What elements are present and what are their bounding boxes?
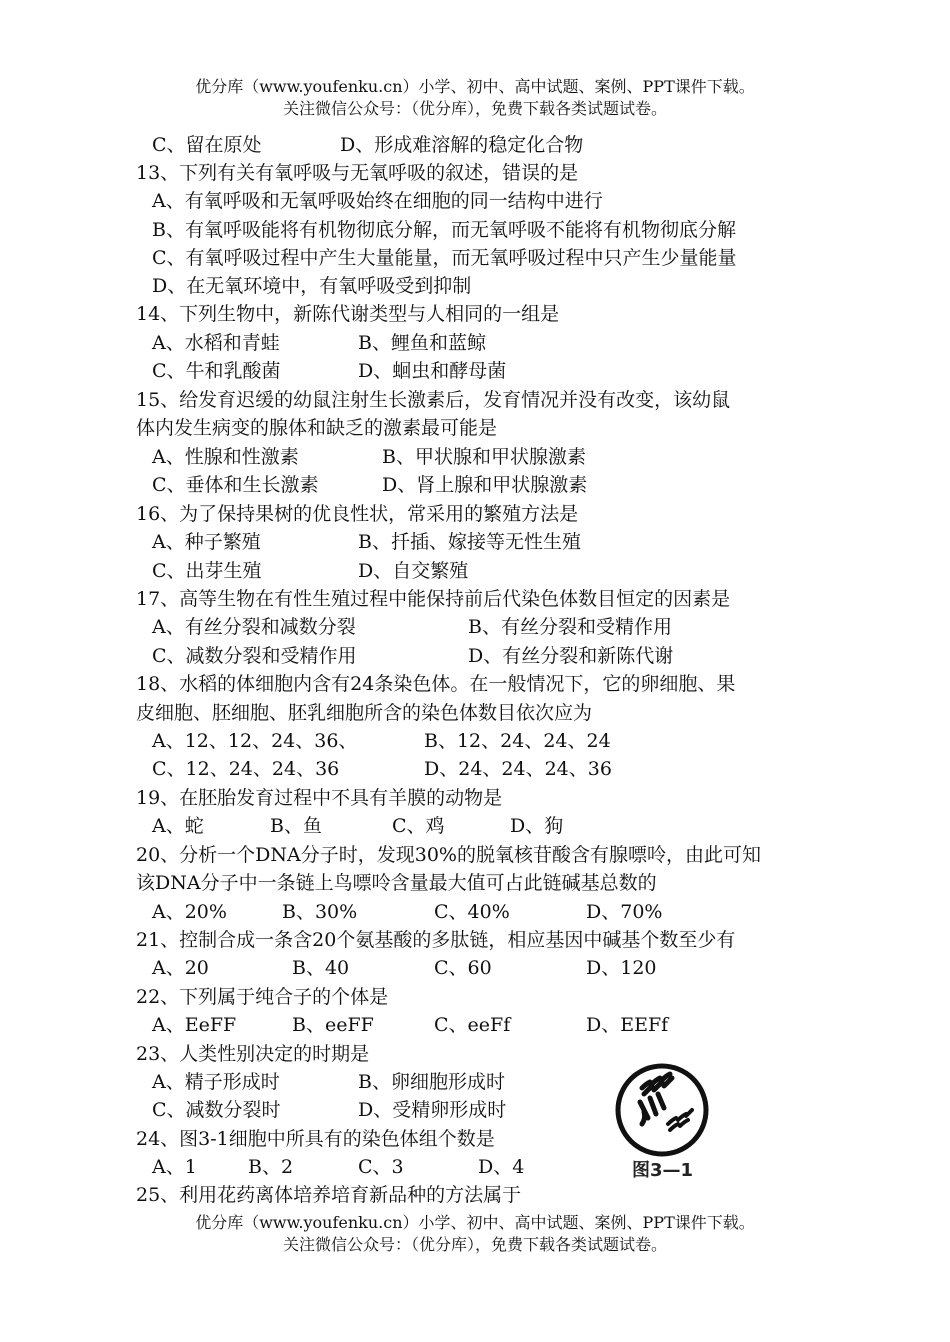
- page-footer: [0, 1212, 950, 1256]
- q17-option-d: D、有丝分裂和新陈代谢: [468, 645, 674, 667]
- q21-option-a: A、20: [152, 957, 209, 979]
- q24-stem: 24、图3-1细胞中所具有的染色体组个数是: [136, 1128, 495, 1150]
- figure-caption: 图3—1: [632, 1160, 694, 1181]
- q22-option-c: C、eeFf: [434, 1014, 511, 1036]
- q17-option-c: C、减数分裂和受精作用: [152, 645, 357, 667]
- q19-stem: 19、在胚胎发育过程中不具有羊膜的动物是: [136, 787, 503, 809]
- q18-stem-line-1: 18、水稻的体细胞内含有24条染色体。在一般情况下，它的卵细胞、果: [136, 673, 736, 695]
- q16-option-a: A、种子繁殖: [152, 531, 261, 553]
- q20-option-b: B、30%: [282, 901, 358, 923]
- q20-stem-line-1: 20、分析一个DNA分子时，发现30%的脱氧核苷酸含有腺嘌呤，由此可知: [136, 844, 761, 866]
- q20-option-a: A、20%: [152, 901, 227, 923]
- q24-option-a: A、1: [152, 1156, 197, 1178]
- q24-option-d: D、4: [478, 1156, 525, 1178]
- q23-option-b: B、卵细胞形成时: [358, 1071, 505, 1093]
- q19-option-b: B、鱼: [270, 815, 322, 837]
- q18-option-c: C、12、24、24、36: [152, 758, 340, 780]
- q23-option-c: C、减数分裂时: [152, 1099, 281, 1121]
- q16-option-b: B、扦插、嫁接等无性生殖: [358, 531, 581, 553]
- q19-option-c: C、鸡: [392, 815, 445, 837]
- cell-chromosome-icon: [612, 1062, 712, 1158]
- q16-stem: 16、为了保持果树的优良性状，常采用的繁殖方法是: [136, 503, 579, 525]
- q13-option-a: A、有氧呼吸和无氧呼吸始终在细胞的同一结构中进行: [152, 190, 603, 212]
- q13-option-c: C、有氧呼吸过程中产生大量能量，而无氧呼吸过程中只产生少量能量: [152, 247, 737, 269]
- q15-option-a: A、性腺和性激素: [152, 446, 299, 468]
- q23-option-d: D、受精卵形成时: [358, 1099, 507, 1121]
- q17-option-a: A、有丝分裂和减数分裂: [152, 616, 356, 638]
- q18-option-a: A、12、12、24、36、: [152, 730, 358, 752]
- q15-stem-line-1: 15、给发育迟缓的幼鼠注射生长激素后，发育情况并没有改变，该幼鼠: [136, 389, 731, 411]
- q23-option-a: A、精子形成时: [152, 1071, 280, 1093]
- q23-stem: 23、人类性别决定的时期是: [136, 1043, 370, 1065]
- q20-stem-line-2: 该DNA分子中一条链上鸟嘌呤含量最大值可占此链碱基总数的: [136, 872, 657, 894]
- q20-option-c: C、40%: [434, 901, 510, 923]
- footer-line-1: 优分库（www.youfenku.cn）小学、初中、高中试题、案例、PPT课件下载。: [195, 1213, 755, 1232]
- q22-stem: 22、下列属于纯合子的个体是: [136, 986, 389, 1008]
- q24-option-c: C、3: [358, 1156, 404, 1178]
- figure-3-1: [612, 1062, 712, 1182]
- q13-stem: 13、下列有关有氧呼吸与无氧呼吸的叙述，错误的是: [136, 162, 579, 184]
- q15-option-b: B、甲状腺和甲状腺激素: [382, 446, 586, 468]
- page-header: [0, 76, 950, 120]
- q18-option-d: D、24、24、24、36: [424, 758, 612, 780]
- header-line-2: 关注微信公众号：（优分库），免费下载各类试题试卷。: [282, 99, 667, 118]
- q21-option-b: B、40: [292, 957, 350, 979]
- footer-line-2: 关注微信公众号：（优分库），免费下载各类试题试卷。: [282, 1235, 667, 1254]
- q14-option-d: D、蛔虫和酵母菌: [358, 360, 507, 382]
- q14-stem: 14、下列生物中，新陈代谢类型与人相同的一组是: [136, 303, 560, 325]
- q21-option-d: D、120: [586, 957, 657, 979]
- q20-option-d: D、70%: [586, 901, 663, 923]
- q14-option-c: C、牛和乳酸菌: [152, 360, 281, 382]
- q16-option-c: C、出芽生殖: [152, 560, 262, 582]
- q24-option-b: B、2: [248, 1156, 294, 1178]
- q22-option-b: B、eeFF: [292, 1014, 374, 1036]
- q14-option-a: A、水稻和青蛙: [152, 332, 280, 354]
- q17-stem: 17、高等生物在有性生殖过程中能保持前后代染色体数目恒定的因素是: [136, 588, 731, 610]
- q22-option-a: A、EeFF: [152, 1014, 237, 1036]
- q13-option-b: B、有氧呼吸能将有机物彻底分解，而无氧呼吸不能将有机物彻底分解: [152, 219, 736, 241]
- q22-option-d: D、EEFf: [586, 1014, 669, 1036]
- q14-option-b: B、鲤鱼和蓝鲸: [358, 332, 486, 354]
- q21-option-c: C、60: [434, 957, 492, 979]
- q21-stem: 21、控制合成一条含20个氨基酸的多肽链，相应基因中碱基个数至少有: [136, 929, 736, 951]
- header-line-1: 优分库（www.youfenku.cn）小学、初中、高中试题、案例、PPT课件下载。: [195, 77, 755, 96]
- q17-option-b: B、有丝分裂和受精作用: [468, 616, 672, 638]
- q16-option-d: D、自交繁殖: [358, 560, 469, 582]
- q12-option-d: D、形成难溶解的稳定化合物: [340, 134, 584, 156]
- q15-option-d: D、肾上腺和甲状腺激素: [382, 474, 588, 496]
- q18-option-b: B、12、24、24、24: [424, 730, 611, 752]
- q15-stem-line-2: 体内发生病变的腺体和缺乏的激素最可能是: [136, 417, 498, 439]
- q18-stem-line-2: 皮细胞、胚细胞、胚乳细胞所含的染色体数目依次应为: [136, 702, 593, 724]
- q19-option-a: A、蛇: [152, 815, 204, 837]
- q12-option-c: C、留在原处: [152, 134, 262, 156]
- q19-option-d: D、狗: [510, 815, 564, 837]
- q25-stem: 25、利用花药离体培养培育新品种的方法属于: [136, 1184, 522, 1206]
- q15-option-c: C、垂体和生长激素: [152, 474, 319, 496]
- q13-option-d: D、在无氧环境中，有氧呼吸受到抑制: [152, 275, 472, 297]
